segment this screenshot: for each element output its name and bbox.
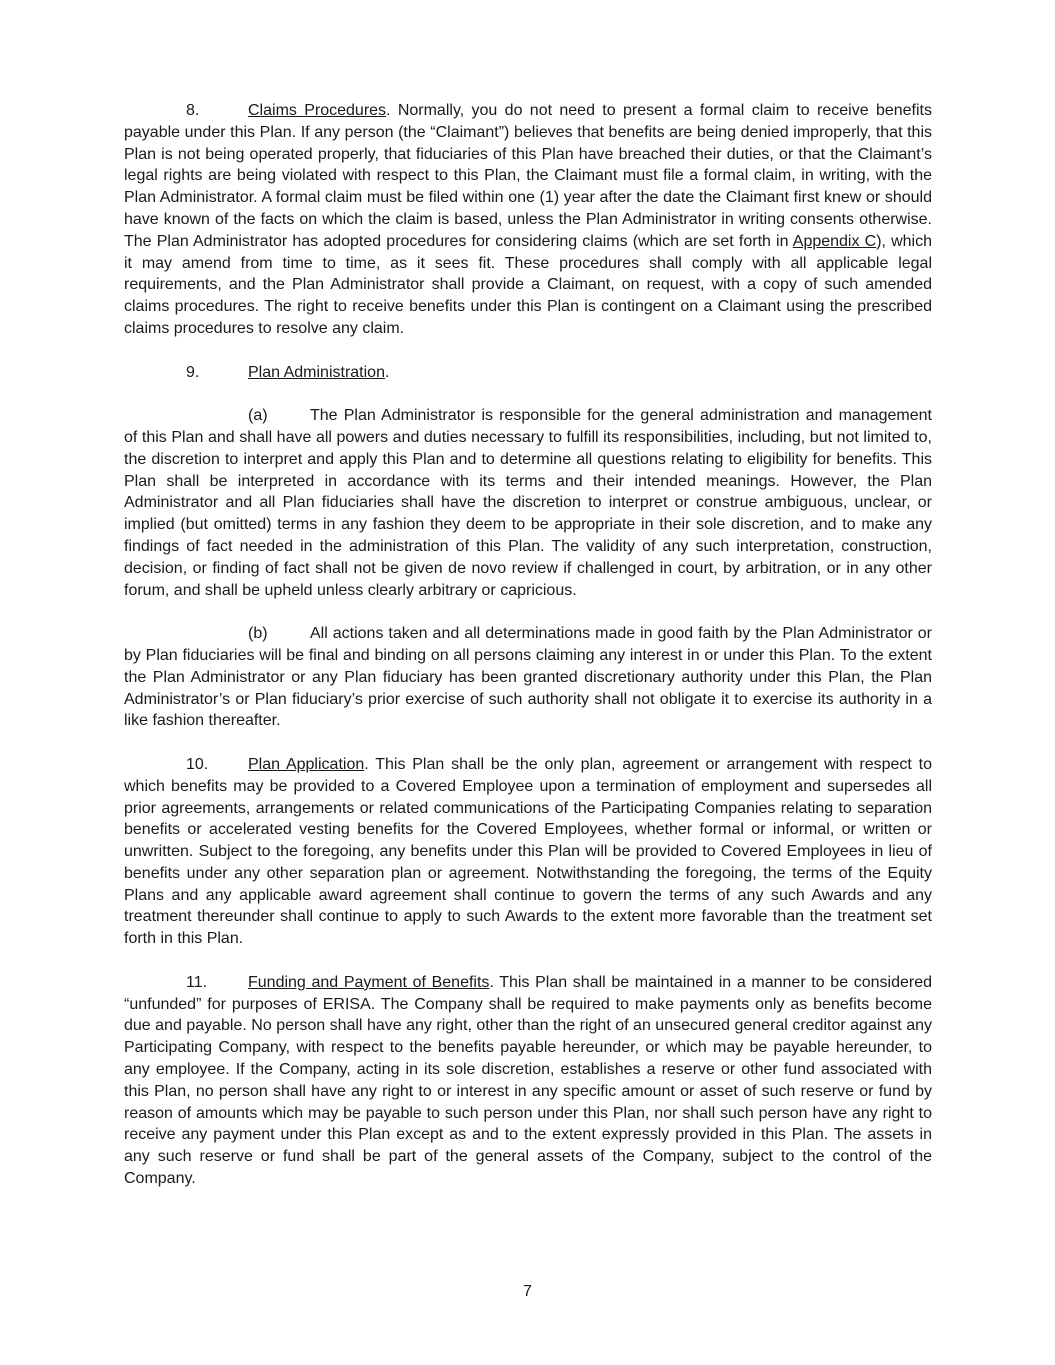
section-text: . This Plan shall be maintained in a manner to be considered “unfunded” for purposes of ERISA. The Company shall be required to make payments only as benefits become due and payable. No person shall have any right, other than the right of an unsecured general creditor against any Participating Company, with respect to the benefits payable hereunder, or which may be payable hereunder, to any employee. If the Company, acting in its sole discretion, establishes a reserve or other fund associated with this Plan, no person shall have any right to or interest in any specific amount or asset of such reserve or fund by reason of amounts which may be payable to such person under this Plan, nor shall such person have any right to receive any payment under this Plan except as and to the extent expressly provided in this Plan. The assets in any such reserve or fund shall be part of the general assets of the Company, subject to the control of the Company.	[124, 973, 933, 1188]
section-11-funding-and-payment	[124, 972, 932, 1190]
section-text: . Normally, you do not need to present a formal claim to receive benefits payable under this Plan. If any person (the “Claimant”) believes that benefits are being denied improperly, that this Plan is not being operated properly, that fiduciaries of this Plan have breached their duties, or that the Claimant’s legal rights are being violated with respect to this Plan, the Claimant must file a formal claim, in writing, with the Plan Administrator. A formal claim must be filed within one (1) year after the date the Claimant first knew or should have known of the facts on which the claim is based, unless the Plan Administrator in writing consents otherwise. The Plan Administrator has adopted procedures for considering claims (which are set forth in	[124, 102, 932, 250]
section-8-claims-procedures	[124, 100, 932, 340]
section-title: Plan Administration	[248, 363, 385, 381]
subsection-text: All actions taken and all determinations made in good faith by the Plan Administrator or by Plan fiduciaries will be final and binding on all persons claiming any interest in or under this Plan. To the extent the Plan Administrator or any Plan fiduciary has been granted discretionary authority under this Plan, the Plan Administrator’s or Plan fiduciary’s prior exercise of such authority shall not obligate it to exercise its authority in a like fashion thereafter.	[124, 625, 932, 730]
section-number: 8.	[186, 102, 200, 119]
section-title: Funding and Payment of Benefits	[248, 973, 490, 991]
page-number: 7	[523, 1283, 532, 1300]
section-text: ), which it may amend from time to time, as it sees fit. These procedures shall comply with all applicable legal requirements, and the Plan Administrator shall provide a Claimant, on request, with a copy of such amended claims procedures. The right to receive benefits under this Plan is contingent on a Claimant using the prescribed claims procedures to resolve any claim.	[124, 232, 933, 337]
appendix-c-reference: Appendix C	[792, 232, 877, 250]
subsection-label: (b)	[248, 625, 268, 643]
section-title: Claims Procedures	[248, 102, 387, 119]
document-page	[124, 100, 932, 1212]
section-10-plan-application	[124, 754, 932, 950]
section-9-plan-administration	[124, 362, 932, 384]
subsection-label: (a)	[248, 407, 268, 425]
section-9b	[124, 623, 932, 732]
subsection-text: The Plan Administrator is responsible for the general administration and management of this Plan and shall have all powers and duties necessary to fulfill its responsibilities, including, but not limited to, the discretion to interpret and apply this Plan and to determine all questions relating to eligibility for benefits. This Plan shall be interpreted in accordance with its terms and their intended meanings. However, the Plan Administrator and all Plan fiduciaries shall have the discretion to interpret or construe ambiguous, unclear, or implied (but omitted) terms in any fashion they deem to be appropriate in their sole discretion, and to make any findings of fact needed in the administration of this Plan. The validity of any such interpretation, construction, decision, or finding of fact shall not be given de novo review if challenged in court, by arbitration, or in any other forum, and shall be upheld unless clearly arbitrary or capricious.	[124, 407, 932, 599]
section-9a	[124, 405, 932, 601]
section-number: 9.	[186, 363, 200, 381]
section-title-suffix: .	[384, 363, 390, 381]
section-number: 10.	[186, 755, 209, 773]
section-text: . This Plan shall be the only plan, agreement or arrangement with respect to which benefits may be provided to a Covered Employee upon a termination of employment and supersedes all prior agreements, arrangements or related communications of the Participating Companies relating to separation benefits or accelerated vesting benefits for the Covered Employees, whether formal or informal, or written or unwritten. Subject to the foregoing, any benefits under this Plan will be provided to Covered Employees in lieu of benefits under any other separation plan or agreement. Notwithstanding the foregoing, the terms of the Equity Plans and any applicable award agreement shall continue to govern the terms of any such Awards and any treatment thereunder shall continue to apply to such Awards to the extent more favorable than the treatment set forth in this Plan.	[124, 755, 932, 948]
section-title: Plan Application	[248, 755, 365, 773]
section-number: 11.	[186, 973, 208, 991]
